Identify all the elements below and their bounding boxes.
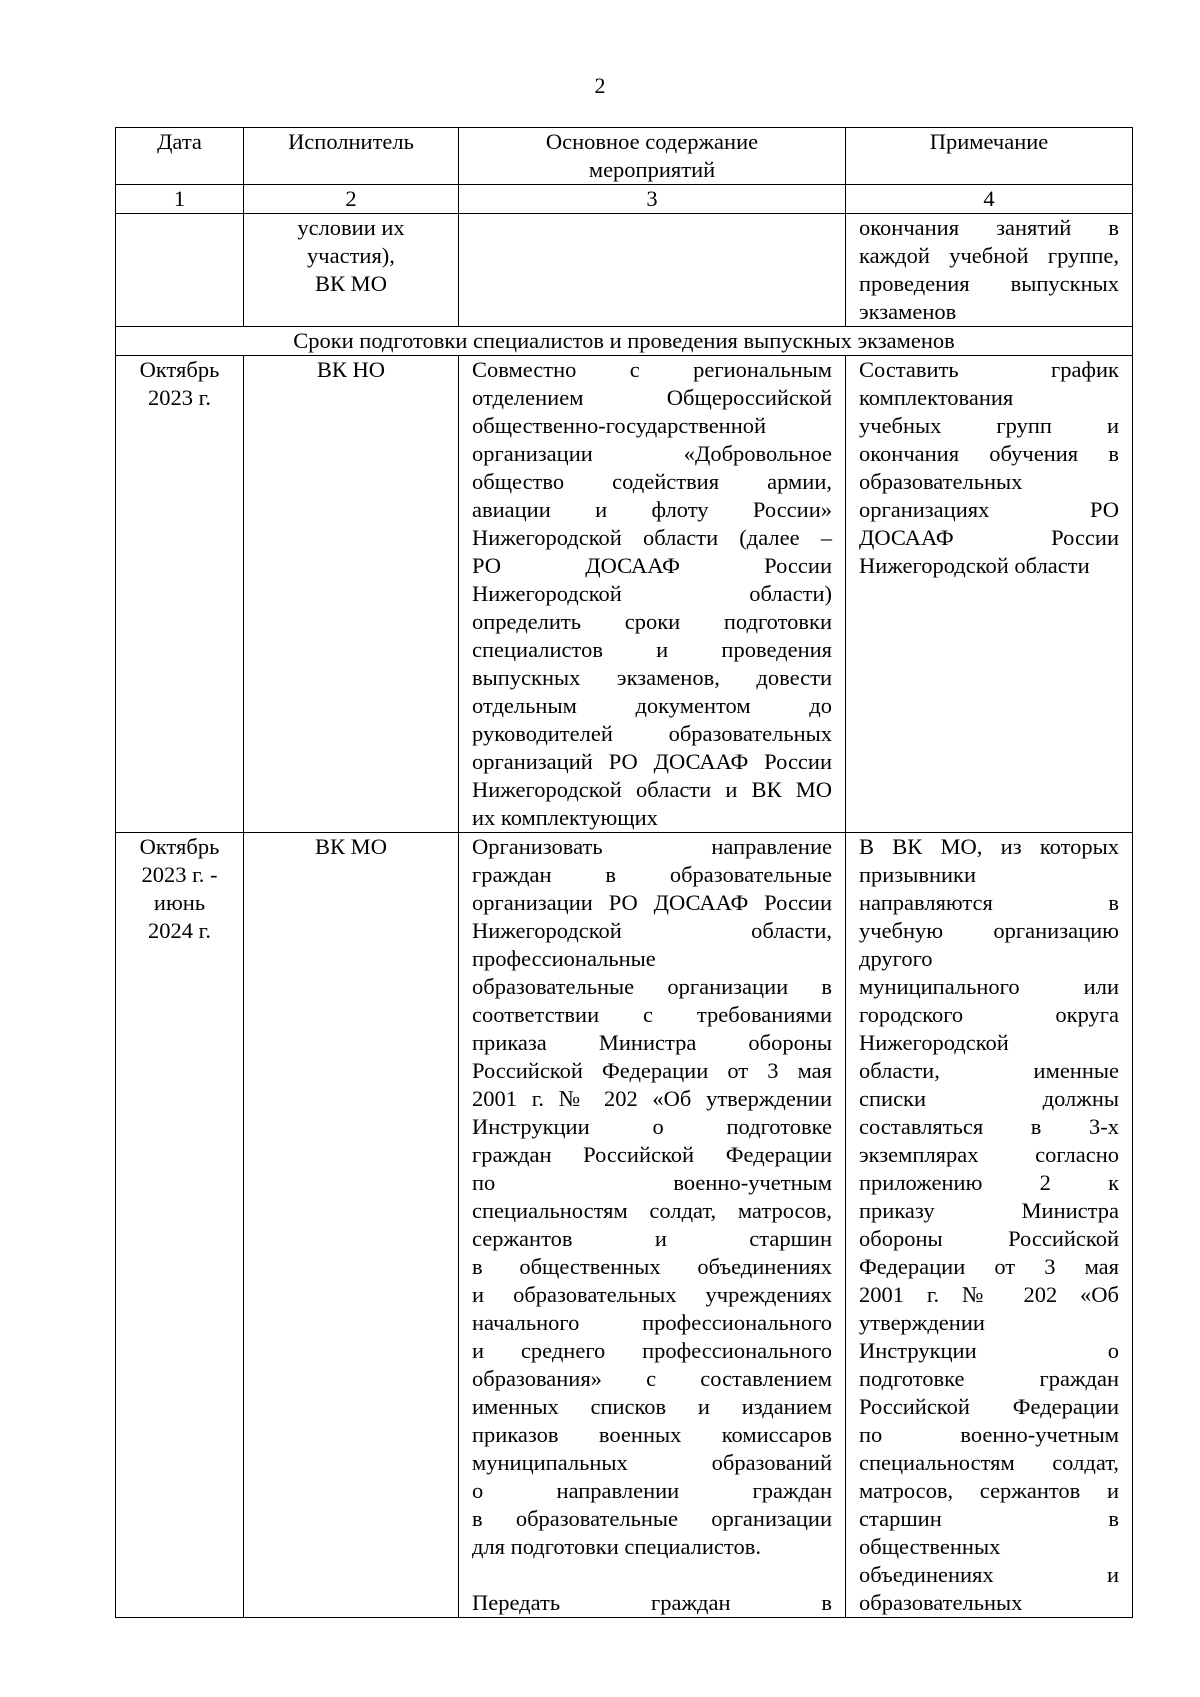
page-number: 2 xyxy=(594,73,606,98)
text-line: другого xyxy=(859,946,933,971)
text-line: по военно-учетным xyxy=(472,1170,832,1195)
text-line: Российской Федерации от 3 мая xyxy=(472,1058,832,1083)
text-line: образовательных xyxy=(859,469,1023,494)
text-line: граждан в образовательные xyxy=(472,862,832,887)
text-line: общество содействия армии, xyxy=(472,469,832,494)
note-line: окончания занятий в xyxy=(859,215,1119,240)
section-title-row xyxy=(116,327,1133,356)
text-line: организациях РО xyxy=(859,497,1119,522)
text-line: учебную организацию xyxy=(859,918,1119,943)
continuation-row xyxy=(116,214,1133,327)
note-line: каждой учебной группе, xyxy=(859,243,1119,268)
text-line: Нижегородской области, xyxy=(472,918,832,943)
text-line: сержантов и старшин xyxy=(472,1226,832,1251)
text-line: общественно-государственной xyxy=(472,413,767,438)
text-line: специальностям солдат, матросов, xyxy=(472,1198,832,1223)
text-line: соответствии с требованиями xyxy=(472,1002,832,1027)
text-line: Федерации от 3 мая xyxy=(859,1254,1119,1279)
executor-cell: ВК НО xyxy=(244,356,459,833)
content-paragraph xyxy=(472,1589,832,1617)
text-line: утверждении xyxy=(859,1310,985,1335)
text-line: именных списков и изданием xyxy=(472,1394,832,1419)
text-line: образовательные организации в xyxy=(472,974,832,999)
activity-plan-table xyxy=(115,127,1133,1618)
text-line: Совместно с региональным xyxy=(472,357,832,382)
text-line: по военно-учетным xyxy=(859,1422,1119,1447)
content-cell xyxy=(459,833,846,1618)
table-header-row xyxy=(116,128,1133,185)
table-row xyxy=(116,356,1133,833)
text-line: ДОСААФ России xyxy=(859,525,1119,550)
text-line: 2001 г. № 202 «Об утверждении xyxy=(472,1086,832,1111)
text-line: окончания обучения в xyxy=(859,441,1119,466)
text-line: старшин в xyxy=(859,1506,1119,1531)
header-executor: Исполнитель xyxy=(244,128,459,185)
text-line: и образовательных учреждениях xyxy=(472,1282,832,1307)
text-line: Нижегородской области) xyxy=(472,581,832,606)
text-line: в образовательные организации xyxy=(472,1506,832,1531)
date-line: Октябрь xyxy=(139,357,220,382)
text-line: Нижегородской области и ВК МО xyxy=(472,777,832,802)
text-line: авиации и флоту России» xyxy=(472,497,832,522)
text-line: выпускных экзаменов, довести xyxy=(472,665,832,690)
column-number: 1 xyxy=(116,185,244,214)
text-line: Организовать направление xyxy=(472,834,832,859)
text-line: составляться в 3-х xyxy=(859,1114,1119,1139)
text-line: области, именные xyxy=(859,1058,1119,1083)
note-cell xyxy=(846,833,1133,1618)
text-line: образования» с составлением xyxy=(472,1366,832,1391)
table-row xyxy=(116,833,1133,1618)
text-line: Составить график xyxy=(859,357,1119,382)
header-date: Дата xyxy=(116,128,244,185)
text-line: для подготовки специалистов. xyxy=(472,1534,761,1559)
note-line: проведения выпускных xyxy=(859,271,1119,296)
text-line: экземплярах согласно xyxy=(859,1142,1119,1167)
text-line: Инструкции о подготовке xyxy=(472,1114,832,1139)
text-line: Инструкции о xyxy=(859,1338,1119,1363)
text-line: руководителей образовательных xyxy=(472,721,832,746)
text-line: направляются в xyxy=(859,890,1119,915)
section-title: Сроки подготовки специалистов и проведения выпускных экзаменов xyxy=(116,327,1133,356)
text-line: муниципального или xyxy=(859,974,1119,999)
text-line: общественных xyxy=(859,1534,1001,1559)
column-number-row xyxy=(116,185,1133,214)
date-cell xyxy=(116,833,244,1618)
header-content xyxy=(459,128,846,185)
note-line: экзаменов xyxy=(859,299,957,324)
text-line: в общественных объединениях xyxy=(472,1254,832,1279)
text-line: подготовке граждан xyxy=(859,1366,1119,1391)
text-line: организации РО ДОСААФ России xyxy=(472,890,832,915)
continuation-executor-cell xyxy=(244,214,459,327)
text-line: городского округа xyxy=(859,1002,1119,1027)
continuation-date-cell xyxy=(116,214,244,327)
text-line: объединениях и xyxy=(859,1562,1119,1587)
date-line: 2023 г. xyxy=(148,385,211,410)
executor-line: ВК МО xyxy=(315,271,387,296)
text-line: отделением Общероссийской xyxy=(472,385,832,410)
text-line: комплектования xyxy=(859,385,1014,410)
executor-line: участия), xyxy=(307,243,395,268)
continuation-content-cell xyxy=(459,214,846,327)
text-line: специальностям солдат, xyxy=(859,1450,1119,1475)
text-line: граждан Российской Федерации xyxy=(472,1142,832,1167)
continuation-note-cell xyxy=(846,214,1133,327)
text-line: Нижегородской области (далее – xyxy=(472,525,832,550)
text-line: приказов военных комиссаров xyxy=(472,1422,832,1447)
column-number: 2 xyxy=(244,185,459,214)
date-line: июнь xyxy=(153,890,206,915)
text-line: Российской Федерации xyxy=(859,1394,1119,1419)
note-cell xyxy=(846,356,1133,833)
paragraph-gap xyxy=(472,1561,832,1589)
content-paragraph xyxy=(472,833,832,1561)
column-number: 3 xyxy=(459,185,846,214)
text-line: профессиональные xyxy=(472,946,656,971)
text-line: учебных групп и xyxy=(859,413,1119,438)
text-line: РО ДОСААФ России xyxy=(472,553,832,578)
text-line: приложению 2 к xyxy=(859,1170,1119,1195)
text-line: Нижегородской области xyxy=(859,553,1090,578)
text-line: Передать граждан в xyxy=(472,1590,832,1615)
text-line: определить сроки подготовки xyxy=(472,609,832,634)
text-line: о направлении граждан xyxy=(472,1478,832,1503)
text-line: В ВК МО, из которых xyxy=(859,834,1119,859)
date-line: 2023 г. - xyxy=(141,862,218,887)
text-line: списки должны xyxy=(859,1086,1119,1111)
header-content-line: Основное содержание xyxy=(545,129,759,154)
text-line: матросов, сержантов и xyxy=(859,1478,1119,1503)
text-line: Нижегородской xyxy=(859,1030,1009,1055)
content-cell xyxy=(459,356,846,833)
text-line: призывники xyxy=(859,862,977,887)
text-line: приказа Министра обороны xyxy=(472,1030,832,1055)
text-line: 2001 г. № 202 «Об xyxy=(859,1282,1119,1307)
text-line: организации «Добровольное xyxy=(472,441,832,466)
date-line: Октябрь xyxy=(139,834,220,859)
text-line: организаций РО ДОСААФ России xyxy=(472,749,832,774)
text-line: отдельным документом до xyxy=(472,693,832,718)
text-line: муниципальных образований xyxy=(472,1450,832,1475)
executor-line: условии их xyxy=(297,215,405,240)
text-line: приказу Министра xyxy=(859,1198,1119,1223)
header-content-line: мероприятий xyxy=(588,157,716,182)
header-note: Примечание xyxy=(846,128,1133,185)
date-line: 2024 г. xyxy=(148,918,211,943)
date-cell xyxy=(116,356,244,833)
text-line: специалистов и проведения xyxy=(472,637,832,662)
text-line: обороны Российской xyxy=(859,1226,1119,1251)
executor-cell: ВК МО xyxy=(244,833,459,1618)
text-line: их комплектующих xyxy=(472,805,658,830)
text-line: и среднего профессионального xyxy=(472,1338,832,1363)
column-number: 4 xyxy=(846,185,1133,214)
text-line: начального профессионального xyxy=(472,1310,832,1335)
text-line: образовательных xyxy=(859,1590,1023,1615)
